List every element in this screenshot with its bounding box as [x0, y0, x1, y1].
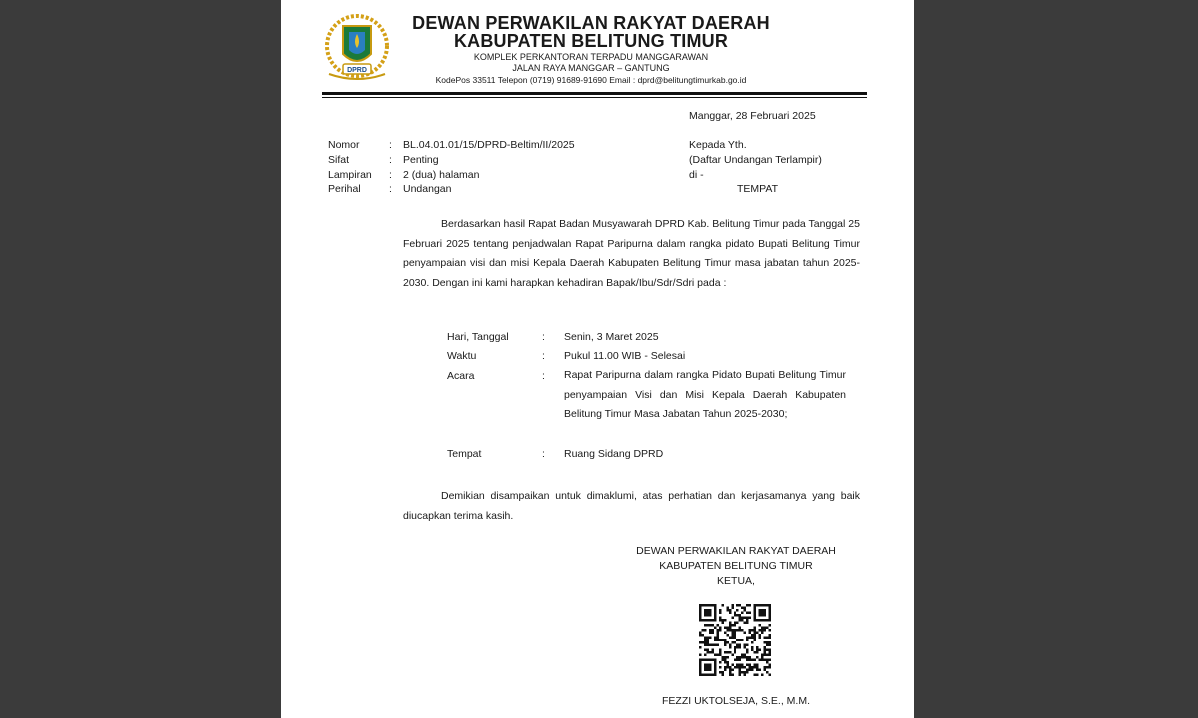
meta-label: Perihal [328, 183, 361, 195]
detail-label: Hari, Tanggal [447, 331, 509, 343]
signature-line: DEWAN PERWAKILAN RAKYAT DAERAH [636, 545, 836, 557]
qr-code-signature [699, 604, 771, 676]
recipient-line: TEMPAT [737, 183, 779, 195]
detail-label: Acara [447, 370, 475, 382]
meta-label: Lampiran [328, 169, 372, 181]
signature-line: KABUPATEN BELITUNG TIMUR [659, 560, 813, 572]
letterhead-divider-thick [322, 92, 867, 95]
letterhead-address-line1: KOMPLEK PERKANTORAN TERPADU MANGGARAWAN [473, 52, 709, 62]
meta-value-nomor: BL.04.01.01/15/DPRD-Beltim/II/2025 [403, 139, 575, 151]
meta-label: Sifat [328, 154, 350, 166]
detail-value-agenda: Rapat Paripurna dalam rangka Pidato Bupati Belitung Timur penyampaian Visi dan Misi Kepala Daerah Kabupaten Belitung Timur Masa Jabatan Tahun 2025-2030; [564, 369, 846, 420]
signature-line: KETUA, [717, 575, 755, 587]
meta-value-perihal: Undangan [403, 183, 452, 195]
meta-separator: : [389, 154, 392, 166]
meta-separator: : [389, 169, 392, 181]
document-page [281, 0, 914, 718]
recipient-line: (Daftar Undangan Terlampir) [689, 154, 822, 166]
meta-label: Nomor [328, 139, 360, 151]
detail-separator: : [542, 350, 545, 362]
detail-separator: : [542, 448, 545, 460]
detail-label: Tempat [447, 448, 482, 460]
regency-emblem-logo [321, 12, 393, 84]
body-paragraph: Berdasarkan hasil Rapat Badan Musyawarah DPRD Kab. Belitung Timur pada Tanggal 25 Februari 2025 tentang penjadwalan Rapat Paripurna dalam rangka pidato Bupati Belitung Timur penyampaian visi dan misi Kepala Daerah Kabupaten Belitung Timur masa jabatan tahun 2025-2030. Dengan ini kami harapkan kehadiran Bapak/Ibu/Sdr/Sdri pada : [403, 218, 860, 289]
detail-label: Waktu [447, 350, 477, 362]
detail-separator: : [542, 370, 545, 382]
meta-separator: : [389, 139, 392, 151]
letterhead-divider-thin [322, 97, 867, 98]
meta-value-lampiran: 2 (dua) halaman [403, 169, 480, 181]
meta-value-sifat: Penting [403, 154, 439, 166]
detail-value-date: Senin, 3 Maret 2025 [564, 331, 659, 343]
recipient-line: Kepada Yth. [689, 139, 747, 151]
recipient-line: di - [689, 169, 704, 181]
detail-value-venue: Ruang Sidang DPRD [564, 448, 664, 460]
place-date: Manggar, 28 Februari 2025 [689, 110, 816, 122]
logo-banner-text: DPRD [347, 67, 367, 74]
letterhead-title-line1: DEWAN PERWAKILAN RAKYAT DAERAH [412, 13, 770, 33]
letterhead-title-line2: KABUPATEN BELITUNG TIMUR [453, 31, 729, 51]
signatory-name: FEZZI UKTOLSEJA, S.E., M.M. [662, 695, 810, 707]
detail-value-time: Pukul 11.00 WIB - Selesai [564, 350, 686, 362]
letterhead-address-line2: JALAN RAYA MANGGAR – GANTUNG [512, 63, 670, 73]
meta-separator: : [389, 183, 392, 195]
closing-paragraph: Demikian disampaikan untuk dimaklumi, atas perhatian dan kerjasamanya yang baik diucapkan terima kasih. [403, 490, 860, 522]
detail-separator: : [542, 331, 545, 343]
letterhead-contact-line: KodePos 33511 Telepon (0719) 91689-91690 Email : dprd@belitungtimurkab.go.id [435, 75, 747, 85]
